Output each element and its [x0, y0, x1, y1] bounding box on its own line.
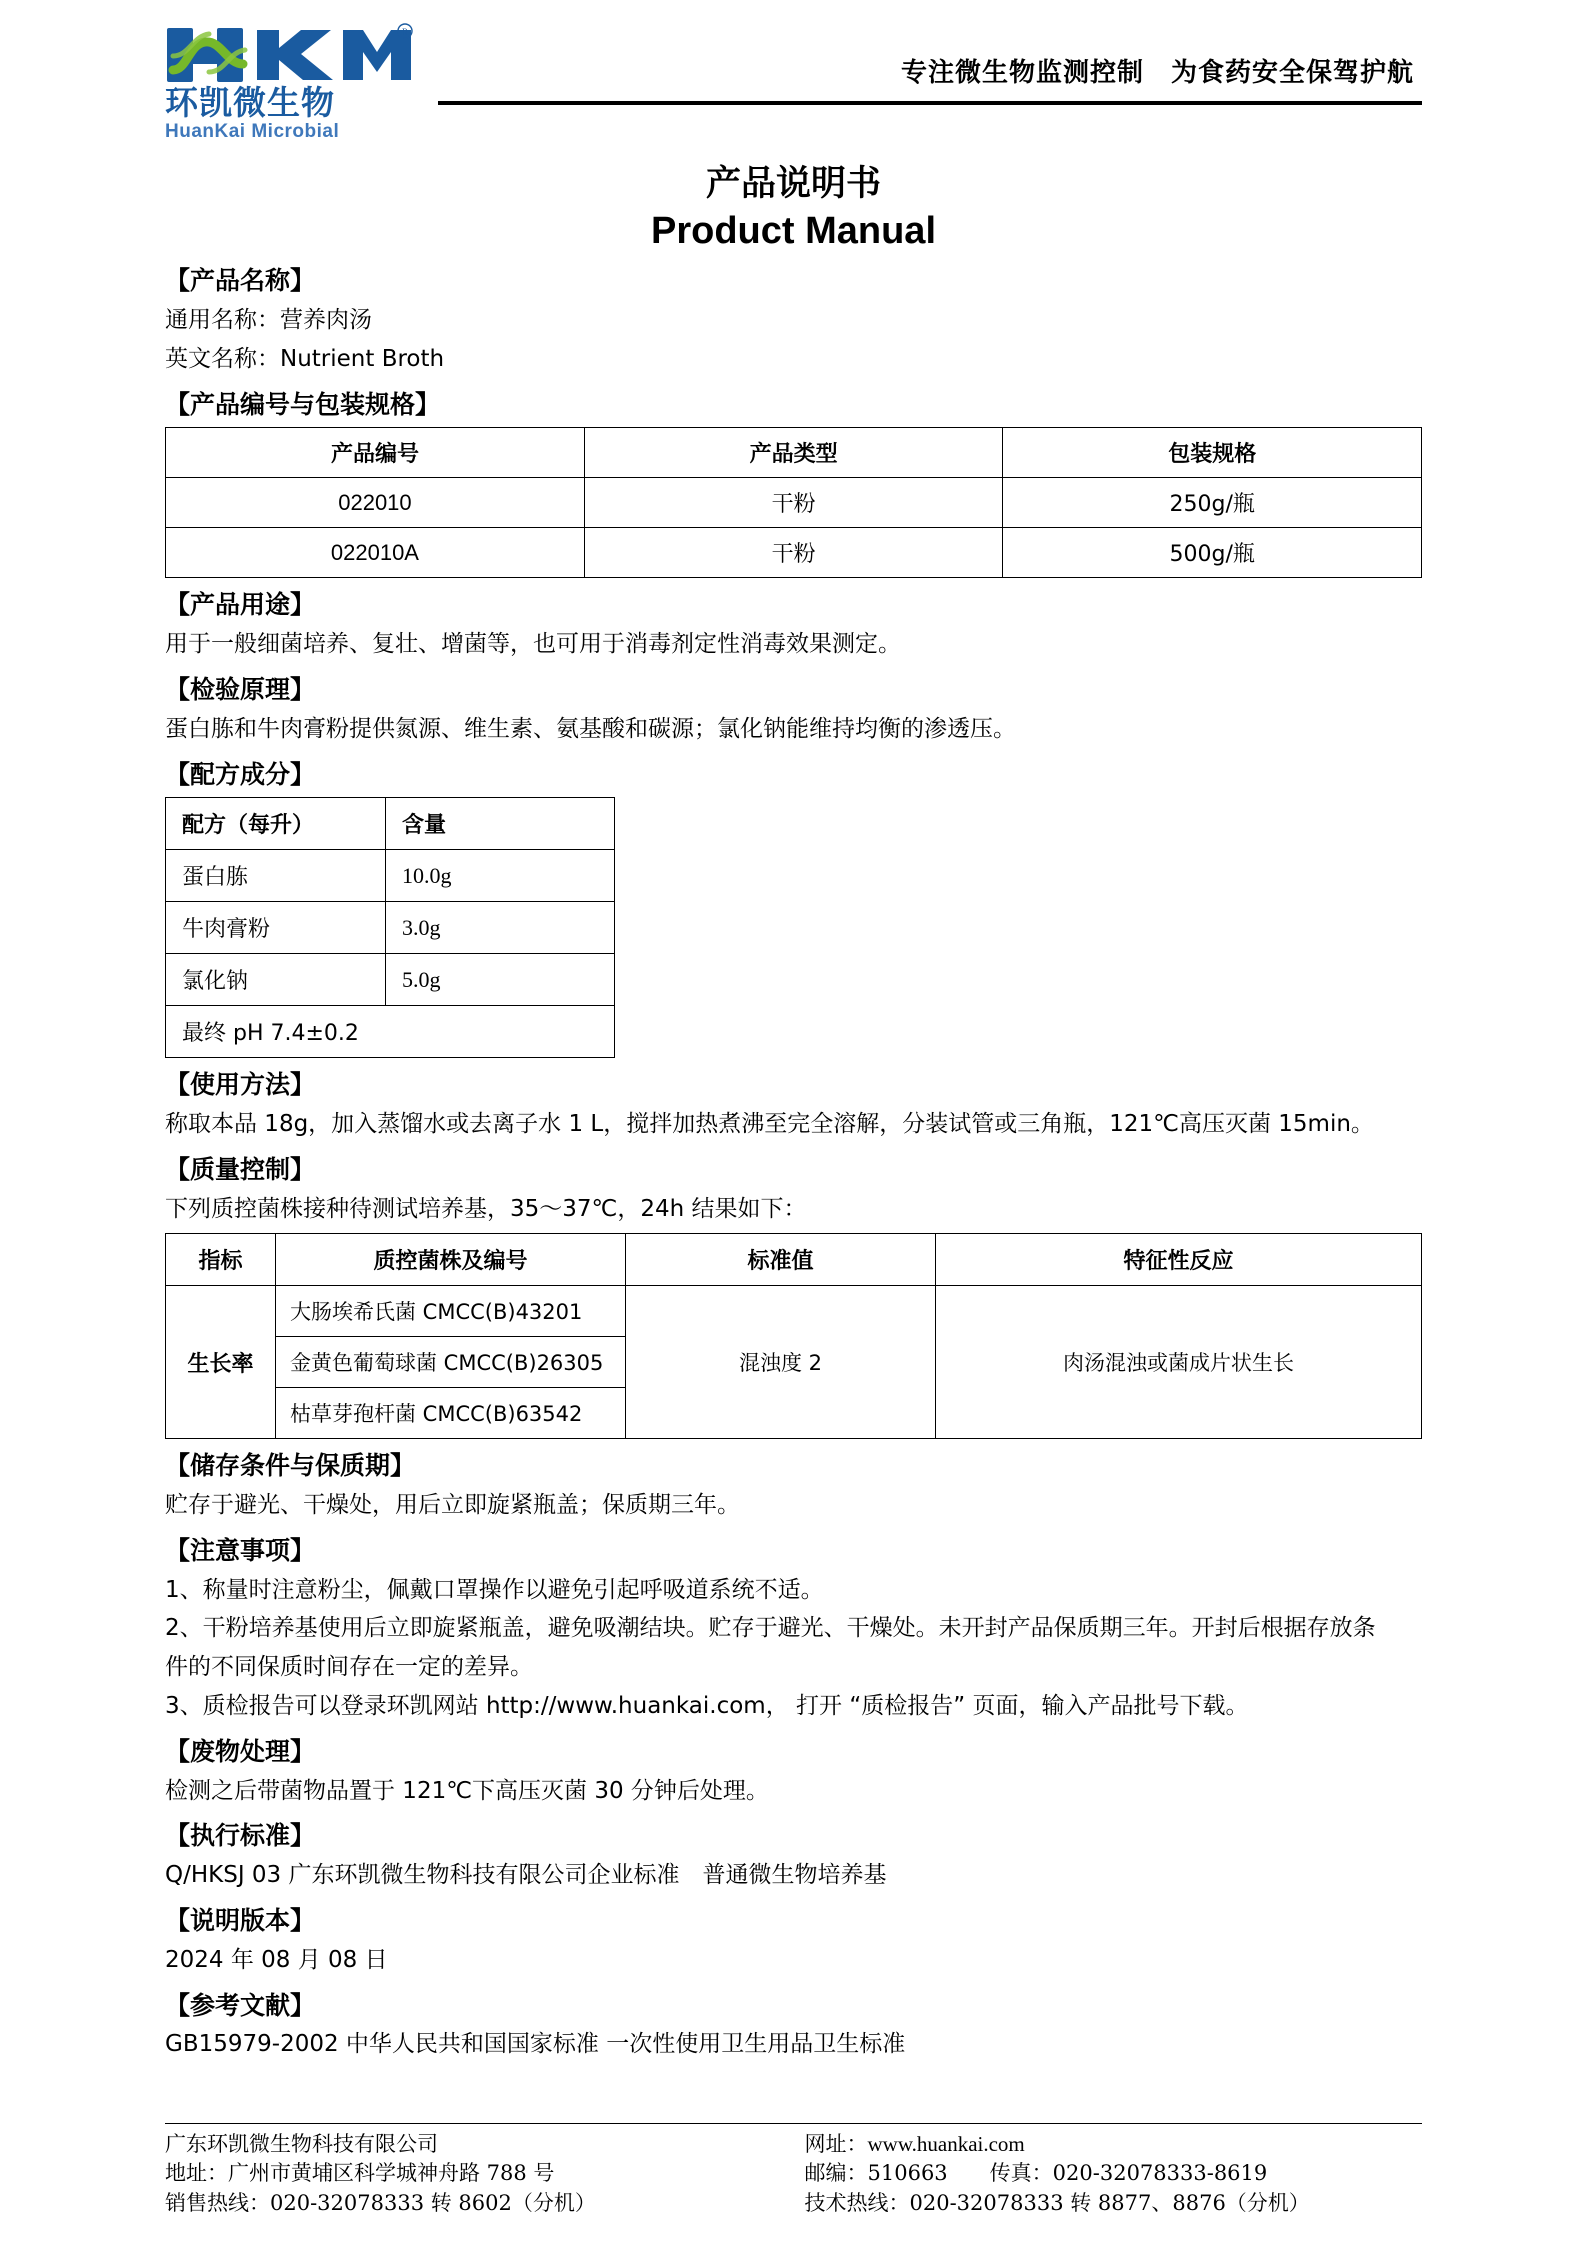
- table-row: [166, 1286, 1422, 1337]
- cell-product-code: 022010A: [166, 528, 585, 578]
- page-title-en: Product Manual: [650, 209, 937, 252]
- table-row: [166, 528, 1422, 578]
- method-text: 称取本品 18g，加入蒸馏水或去离子水 1 L，搅拌加热煮沸至完全溶解，分装试管或三角瓶，121℃高压灭菌 15min。: [165, 1111, 1374, 1138]
- col-product-code: 产品编号: [166, 428, 585, 478]
- col-index: 指标: [166, 1234, 276, 1286]
- cell-ingredient: 蛋白胨: [166, 850, 386, 902]
- logo-subtitle-en: HuanKai Microbial: [165, 121, 340, 142]
- product-codes-table: [165, 427, 1422, 578]
- cell-package-spec: 500g/瓶: [1003, 528, 1422, 578]
- section-heading-product-name: 【产品名称】: [165, 266, 316, 296]
- section-heading-method: 【使用方法】: [165, 1070, 316, 1100]
- hkm-logo-icon: [165, 22, 415, 88]
- table-row: [166, 478, 1422, 528]
- product-generic-name: 通用名称：营养肉汤: [165, 307, 372, 334]
- footer-tech-hotline: 技术热线：020-32078333 转 8877、8876（分机）: [804, 2191, 1310, 2216]
- cell-product-type: 干粉: [584, 478, 1003, 528]
- cell-package-spec: 250g/瓶: [1003, 478, 1422, 528]
- page-header: [165, 0, 1422, 145]
- cell-ingredient: 氯化钠: [166, 954, 386, 1006]
- cell-product-code: 022010: [166, 478, 585, 528]
- section-heading-usage: 【产品用途】: [165, 590, 316, 620]
- cell-index: 生长率: [166, 1286, 276, 1439]
- col-strain: 质控菌株及编号: [276, 1234, 626, 1286]
- cell-strain: 大肠埃希氏菌 CMCC(B)43201: [276, 1286, 626, 1337]
- cell-reaction: 肉汤混浊或菌成片状生长: [936, 1286, 1422, 1439]
- footer-divider: [165, 2123, 1422, 2124]
- col-formula-amount: 含量: [386, 798, 615, 850]
- cell-ingredient: 牛肉膏粉: [166, 902, 386, 954]
- formula-table: [165, 797, 615, 1058]
- cell-standard-value: 混浊度 2: [626, 1286, 936, 1439]
- logo-subtitle-cn: 环凯微生物: [165, 83, 335, 122]
- footer-sales-hotline: 销售热线：020-32078333 转 8602（分机）: [165, 2191, 596, 2216]
- page-title-cn: 产品说明书: [705, 164, 881, 204]
- table-row: [166, 850, 615, 902]
- version-text: 2024 年 08 月 08 日: [165, 1946, 388, 1973]
- table-header-row: [166, 798, 615, 850]
- section-heading-version: 【说明版本】: [165, 1905, 316, 1935]
- col-standard-value: 标准值: [626, 1234, 936, 1286]
- cell-strain: 枯草芽孢杆菌 CMCC(B)63542: [276, 1388, 626, 1439]
- section-heading-quality: 【质量控制】: [165, 1154, 316, 1184]
- col-reaction: 特征性反应: [936, 1234, 1422, 1286]
- references-text: GB15979-2002 中华人民共和国国家标准 一次性使用卫生用品卫生标准: [165, 2031, 906, 2058]
- precaution-item-2-cont: 件的不同保质时间存在一定的差异。: [165, 1654, 533, 1681]
- section-heading-precautions: 【注意事项】: [165, 1535, 316, 1565]
- footer-company: 广东环凯微生物科技有限公司: [165, 2131, 438, 2156]
- cell-ph-note: 最终 pH 7.4±0.2: [166, 1006, 615, 1058]
- footer-left-column: [165, 2130, 783, 2219]
- table-header-row: [166, 1234, 1422, 1286]
- precaution-item-3: 3、质检报告可以登录环凯网站 http://www.huankai.com， 打开 “质检报告” 页面，输入产品批号下载。: [165, 1693, 1249, 1720]
- usage-text: 用于一般细菌培养、复壮、增菌等，也可用于消毒剂定性消毒效果测定。: [165, 631, 901, 658]
- cell-product-type: 干粉: [584, 528, 1003, 578]
- cell-strain: 金黄色葡萄球菌 CMCC(B)26305: [276, 1337, 626, 1388]
- page-footer: [165, 2123, 1422, 2219]
- footer-right-column: [783, 2130, 1423, 2219]
- footer-address: 地址：广州市黄埔区科学城神舟路 788 号: [165, 2161, 555, 2186]
- col-formula-per-liter: 配方（每升）: [166, 798, 386, 850]
- principle-text: 蛋白胨和牛肉膏粉提供氮源、维生素、氨基酸和碳源；氯化钠能维持均衡的渗透压。: [165, 715, 1016, 742]
- col-package-spec: 包装规格: [1003, 428, 1422, 478]
- table-row: [166, 902, 615, 954]
- cell-amount: 5.0g: [386, 954, 615, 1006]
- footer-postcode-fax: 邮编：510663 传真：020-32078333-8619: [804, 2161, 1268, 2186]
- table-row-ph: [166, 1006, 615, 1058]
- storage-text: 贮存于避光、干燥处，用后立即旋紧瓶盖；保质期三年。: [165, 1492, 740, 1519]
- section-heading-principle: 【检验原理】: [165, 674, 316, 704]
- svg-text:R: R: [401, 27, 409, 37]
- section-heading-standard: 【执行标准】: [165, 1821, 316, 1851]
- section-heading-waste: 【废物处理】: [165, 1736, 316, 1766]
- section-heading-codes: 【产品编号与包装规格】: [165, 389, 441, 419]
- quality-intro: 下列质控菌株接种待测试培养基，35～37℃，24h 结果如下：: [165, 1195, 807, 1222]
- company-slogan: 专注微生物监测控制 为食药安全保驾护航: [900, 58, 1414, 88]
- section-heading-storage: 【储存条件与保质期】: [165, 1451, 416, 1481]
- table-row: [166, 954, 615, 1006]
- col-product-type: 产品类型: [584, 428, 1003, 478]
- quality-control-table: [165, 1233, 1422, 1439]
- footer-website: 网址：www.huankai.com: [804, 2131, 1025, 2156]
- cell-amount: 10.0g: [386, 850, 615, 902]
- cell-amount: 3.0g: [386, 902, 615, 954]
- company-logo: [165, 0, 430, 141]
- section-heading-formula: 【配方成分】: [165, 759, 316, 789]
- precaution-item-1: 1、称量时注意粉尘，佩戴口罩操作以避免引起呼吸道系统不适。: [165, 1576, 824, 1603]
- section-heading-references: 【参考文献】: [165, 1990, 316, 2020]
- waste-text: 检测之后带菌物品置于 121℃下高压灭菌 30 分钟后处理。: [165, 1777, 769, 1804]
- product-english-name: 英文名称：Nutrient Broth: [165, 345, 445, 372]
- precaution-item-2: 2、干粉培养基使用后立即旋紧瓶盖，避免吸潮结块。贮存于避光、干燥处。未开封产品保质期三年。开封后根据存放条: [165, 1615, 1376, 1642]
- header-right: [430, 0, 1422, 105]
- table-header-row: [166, 428, 1422, 478]
- header-divider: [438, 101, 1422, 105]
- standard-text: Q/HKSJ 03 广东环凯微生物科技有限公司企业标准 普通微生物培养基: [165, 1862, 887, 1889]
